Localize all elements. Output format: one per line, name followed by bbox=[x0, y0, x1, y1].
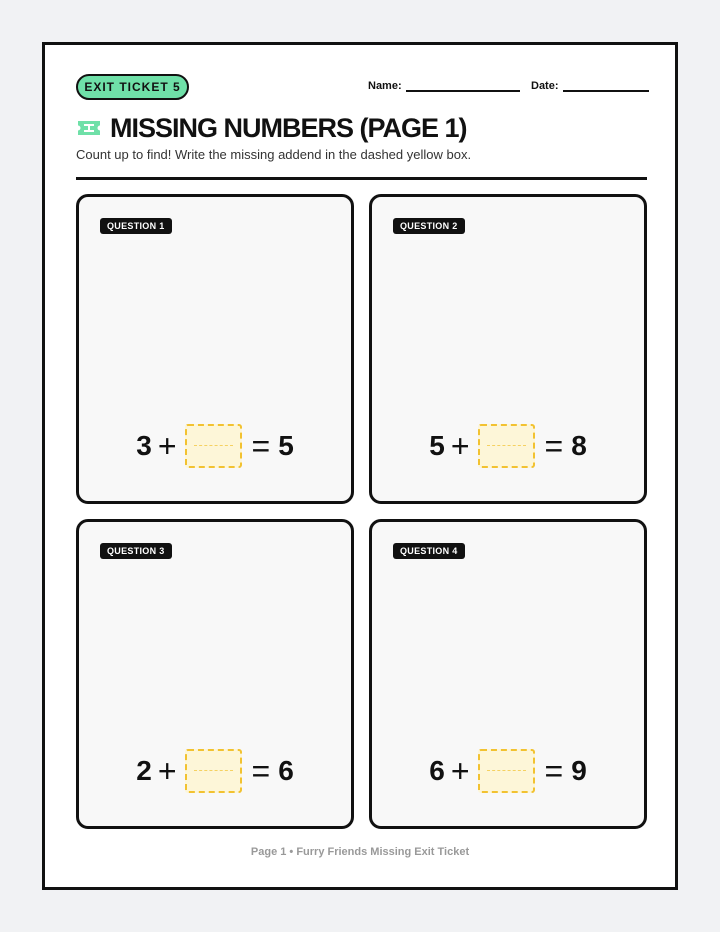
plus-sign: + bbox=[157, 752, 177, 789]
equals-sign: = bbox=[544, 427, 564, 464]
equals-sign: = bbox=[251, 427, 271, 464]
answer-box[interactable] bbox=[478, 749, 535, 793]
exit-ticket-badge: EXIT TICKET 5 bbox=[76, 74, 189, 100]
question-label: QUESTION 4 bbox=[393, 543, 465, 559]
name-field[interactable] bbox=[368, 80, 520, 92]
writing-guide-line bbox=[487, 445, 526, 446]
page-footer: Page 1 • Furry Friends Missing Exit Ticket bbox=[250, 846, 470, 858]
worksheet-page bbox=[42, 42, 678, 890]
equation bbox=[372, 749, 644, 793]
name-line[interactable] bbox=[406, 82, 520, 92]
question-card-3 bbox=[76, 519, 354, 829]
addend: 5 bbox=[429, 430, 445, 461]
plus-sign: + bbox=[157, 427, 177, 464]
equation bbox=[79, 424, 351, 468]
plus-sign: + bbox=[450, 752, 470, 789]
writing-guide-line bbox=[194, 770, 233, 771]
equals-sign: = bbox=[251, 752, 271, 789]
sum: 8 bbox=[571, 430, 587, 461]
writing-guide-line bbox=[487, 770, 526, 771]
date-line[interactable] bbox=[563, 82, 649, 92]
plus-sign: + bbox=[450, 427, 470, 464]
addend: 6 bbox=[429, 755, 445, 786]
date-label: Date: bbox=[531, 80, 559, 92]
question-label: QUESTION 1 bbox=[100, 218, 172, 234]
equals-sign: = bbox=[544, 752, 564, 789]
answer-box[interactable] bbox=[185, 424, 242, 468]
answer-box[interactable] bbox=[478, 424, 535, 468]
date-field[interactable] bbox=[531, 80, 649, 92]
instructions: Count up to find! Write the missing addend in the dashed yellow box. bbox=[76, 147, 472, 162]
header-divider bbox=[76, 177, 647, 180]
name-label: Name: bbox=[368, 80, 402, 92]
title-row bbox=[76, 111, 467, 145]
equation bbox=[372, 424, 644, 468]
sum: 9 bbox=[571, 755, 587, 786]
writing-guide-line bbox=[194, 445, 233, 446]
question-label: QUESTION 2 bbox=[393, 218, 465, 234]
equation bbox=[79, 749, 351, 793]
page-title: MISSING NUMBERS (PAGE 1) bbox=[110, 113, 467, 143]
question-card-4 bbox=[369, 519, 647, 829]
answer-box[interactable] bbox=[185, 749, 242, 793]
addend: 2 bbox=[136, 755, 152, 786]
question-card-2 bbox=[369, 194, 647, 504]
addend: 3 bbox=[136, 430, 152, 461]
ticket-icon bbox=[76, 119, 102, 137]
sum: 5 bbox=[278, 430, 294, 461]
question-card-1 bbox=[76, 194, 354, 504]
sum: 6 bbox=[278, 755, 294, 786]
question-label: QUESTION 3 bbox=[100, 543, 172, 559]
